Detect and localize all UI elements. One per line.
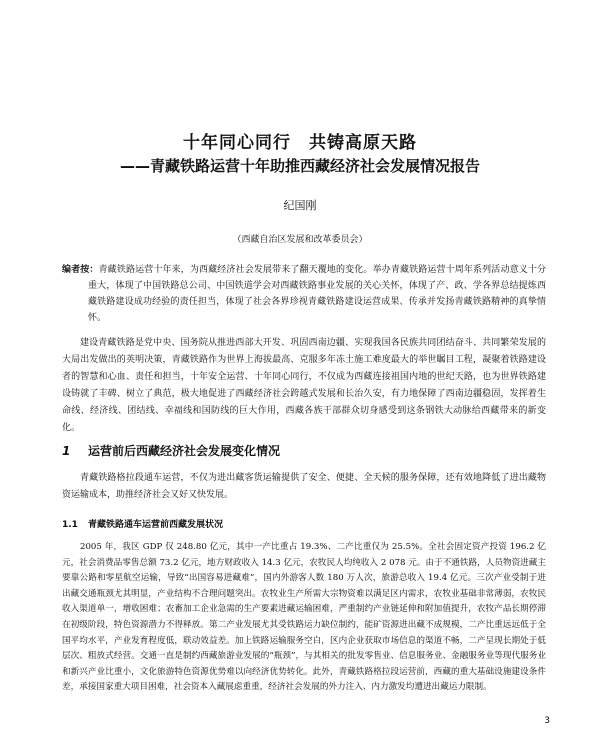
editor-note <box>62 262 546 326</box>
section-number: 1 <box>62 444 71 458</box>
subsection-title: 青藏铁路通车运营前西藏发展状况 <box>88 520 224 530</box>
editor-note-text: 青藏铁路运营十年来，为西藏经济社会发展带来了翻天覆地的变化。举办青藏铁路运营十周年系列活动意义十分重大，体现了中国铁路总公司、中国铁道学会对西藏铁路事业发展的关心关怀，体现了产、政、学各界总结提炼西藏铁路建设成功经验的责任担当，体现了社会各界珍视青藏铁路建设运营成果、传承并发扬青藏铁路精神的真挚情怀。 <box>88 265 546 323</box>
article-title: 十年同心同行 共铸高原天路 <box>183 133 417 153</box>
section-heading <box>62 442 546 459</box>
editor-note-body <box>62 262 546 326</box>
section-title: 运营前后西藏经济社会发展变化情况 <box>88 444 281 458</box>
author-name: 纪国刚 <box>283 199 317 212</box>
section-paragraph: 青藏铁路格拉段通车运营，不仅为进出藏客货运输提供了安全、便捷、全天候的服务保障，还有效地降低了进出藏物资运输成本，助推经济社会又好又快发展。 <box>62 473 546 500</box>
subsection-heading <box>62 517 546 530</box>
page-number: 3 <box>544 716 550 726</box>
intro-paragraph: 建设青藏铁路是党中央、国务院从推进西部大开发、巩固西南边疆、实现我国各民族共同团结奋斗、共同繁荣发展的大局出发做出的英明决策，青藏铁路作为世界上海拔最高、克服多年冻土施工难度最大的举世瞩目工程，凝聚着铁路建设者的智慧和心血、责任和担当，十年安全运营、十年同心同行，不仅成为西藏连接祖国内地的世纪天路，也为世界铁路建设铸就了丰碑、树立了典范，极大地促进了西藏经济社会跨越式发展和长治久安，有力地保障了西南边疆稳固，发挥着生命线、经济线、团结线、幸福线和国防线的巨大作用，西藏各族干部群众切身感受到这条钢铁大动脉给西藏带来的新变化。 <box>62 338 546 433</box>
subsection-paragraph: 2005 年，我区 GDP 仅 248.80 亿元，其中一产比重占 19.3%、二产比重仅为 25.5%。全社会固定资产投资 196.2 亿元，社会消费品零售总额 73.2 亿元，地方财政收入 14.3 亿元，农牧民人均纯收入 2 078 元。由于不通铁路，人员物资进藏主要靠公路和零星航空运输，导致“出国容易进藏难”，国内外游客人数 180 万人次，旅游总收入 19.4 亿元。三次产业受制于进出藏交通瓶颈尤其明显，产业结构不合理问题突出。农牧业生产所需大宗物资难以满足区内需求，农牧业基础非常薄弱，农牧民收入渠道单一，增收困难；农畜加工企业急需的生产要素进藏运输困难，严重制约产业链延伸和附加值提升，农牧产品长期停滞在初级阶段，特色资源潜力不得释放。第二产业发展尤其受铁路运力缺位制约，能矿资源进出藏不成规模，二产比重远远低于全国平均水平，产业发育程度低，联动效益差。加上铁路运输服务空白，区内企业获取市场信息的渠道不畅，二产呈现长期处于低层次、粗放式经营。交通一直是制约西藏旅游业发展的“瓶颈”，与其相关的批发零售业、信息服务业、金融服务业等现代服务业和新兴产业比重小，文化旅游特色资源优势难以向经济优势转化。此外，青藏铁路格拉段运营前，西藏的重大基础设施建设条件差，承接国家重大项目困难，社会资本入藏展虑重重，经济社会发展的外力注入、内力激发均遭进出藏运力限制。 <box>62 542 546 693</box>
editor-note-label: 编者按： <box>62 265 99 275</box>
article-subtitle: ——青藏铁路运营十年助推西藏经济社会发展情况报告 <box>119 157 480 175</box>
subsection-number: 1.1 <box>62 520 78 530</box>
author-affiliation: （西藏自治区发展和改革委员会） <box>232 235 368 245</box>
